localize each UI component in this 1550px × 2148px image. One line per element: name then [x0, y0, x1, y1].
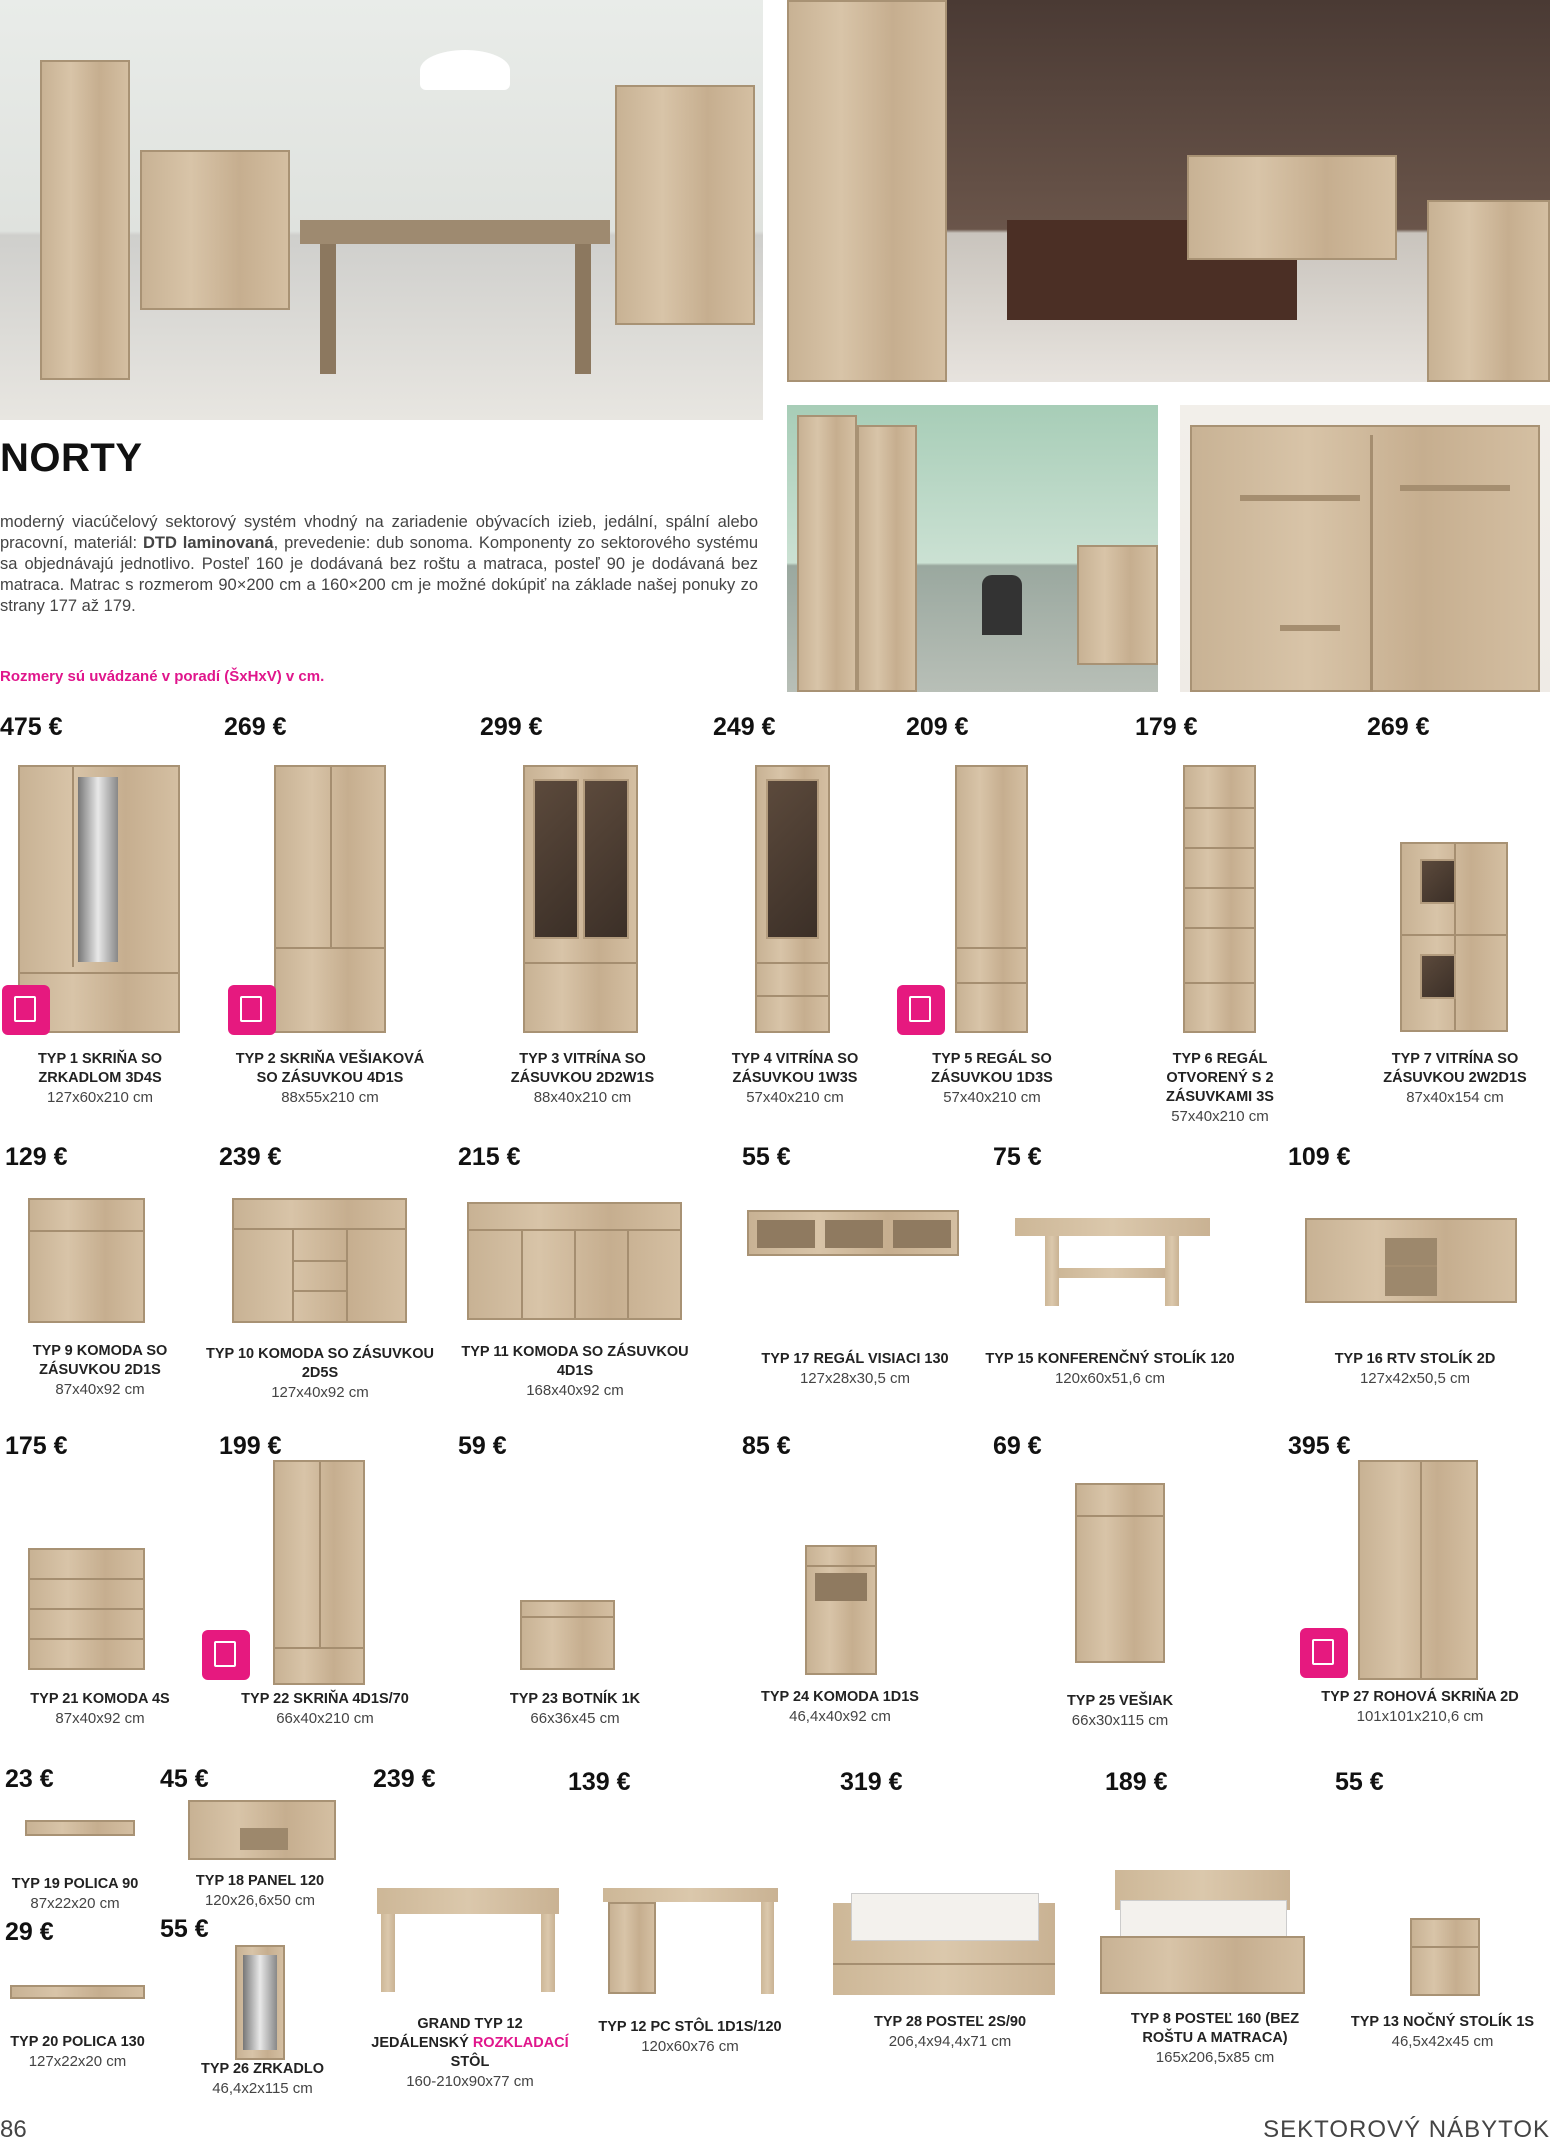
price-typ25: 69 € [993, 1432, 1042, 1460]
dresser-typ10-image [232, 1198, 407, 1323]
panel-typ18-image [188, 1800, 336, 1860]
product-name: TYP 20 POLICA 130 [10, 2034, 145, 2050]
coat-rack-typ25-image [1075, 1483, 1165, 1663]
product-dim: 168x40x92 cm [526, 1382, 624, 1399]
hanging-shelf-typ17-image [747, 1210, 959, 1256]
badge-icon [1300, 1628, 1348, 1678]
product-dim: 87x22x20 cm [30, 1895, 120, 1912]
product-name: TYP 3 VITRÍNA SO ZÁSUVKOU 2D2W1S [510, 1051, 655, 1086]
price-typ22: 199 € [219, 1432, 282, 1460]
caption-typ22 [225, 1690, 425, 1728]
tv-stand-typ16-image [1305, 1218, 1517, 1303]
product-dim: 87x40x154 cm [1406, 1089, 1504, 1106]
product-name: TYP 28 POSTEĽ 2S/90 [873, 2014, 1027, 2030]
product-dim: 87x40x92 cm [55, 1381, 145, 1398]
price-typ2: 269 € [224, 713, 287, 741]
caption-typ3 [495, 1050, 670, 1107]
dresser-typ24-image [805, 1545, 877, 1675]
caption-typ16 [1300, 1350, 1530, 1388]
price-typ23: 59 € [458, 1432, 507, 1460]
product-name: TYP 13 NOČNÝ STOLÍK 1S [1350, 2014, 1535, 2030]
caption-typ18 [180, 1872, 340, 1910]
product-dim: 120x60x76 cm [641, 2038, 739, 2055]
shelf-typ20-image [10, 1985, 145, 1999]
product-dim: 66x40x210 cm [276, 1710, 374, 1727]
wardrobe-typ22-image [273, 1460, 365, 1685]
product-name: TYP 8 POSTEĽ 160 (BEZ ROŠTU A MATRACA) [1130, 2011, 1300, 2046]
product-dim: 87x40x92 cm [55, 1710, 145, 1727]
description-material: DTD laminovaná [142, 534, 274, 552]
price-typ28: 319 € [840, 1768, 903, 1796]
product-name: TYP 10 KOMODA SO ZÁSUVKOU 2D5S [205, 1346, 434, 1381]
bed-typ8-image [1100, 1870, 1305, 1995]
product-dim: 57x40x210 cm [1171, 1108, 1269, 1125]
caption-typ15 [985, 1350, 1235, 1388]
shoe-cabinet-typ23-image [520, 1600, 615, 1670]
pc-desk-typ12-image [603, 1888, 778, 1996]
price-typ12-pc: 139 € [568, 1768, 631, 1796]
caption-typ28 [845, 2013, 1055, 2051]
product-dim: 127x28x30,5 cm [799, 1370, 911, 1387]
product-name: TYP 11 KOMODA SO ZÁSUVKOU 4D1S [461, 1344, 689, 1379]
product-name-end: STÔL [450, 2054, 490, 2070]
caption-typ17 [740, 1350, 970, 1388]
dresser-typ21-image [28, 1548, 145, 1670]
caption-typ8 [1105, 2010, 1325, 2067]
product-name-highlight: ROZKLADACÍ [472, 2035, 569, 2051]
price-typ12-grand: 239 € [373, 1765, 436, 1793]
price-typ20: 29 € [5, 1918, 54, 1946]
product-name: TYP 4 VITRÍNA SO ZÁSUVKOU 1W3S [731, 1051, 859, 1086]
product-name: TYP 5 REGÁL SO ZÁSUVKOU 1D3S [931, 1051, 1053, 1086]
product-dim: 46,4x2x115 cm [212, 2080, 313, 2097]
price-typ27: 395 € [1288, 1432, 1351, 1460]
dining-table-grand-image [377, 1888, 559, 1993]
dresser-typ11-image [467, 1202, 682, 1320]
caption-typ26 [185, 2060, 340, 2098]
price-typ26: 55 € [160, 1915, 209, 1943]
caption-typ1 [10, 1050, 190, 1107]
product-name: TYP 12 PC STÔL 1D1S/120 [598, 2019, 782, 2035]
price-typ1: 475 € [0, 713, 63, 741]
bedroom-photo [787, 0, 1550, 382]
corner-wardrobe-typ27-image [1358, 1460, 1478, 1680]
product-name: TYP 22 SKRIŇA 4D1S/70 [241, 1691, 409, 1707]
caption-typ2 [225, 1050, 435, 1107]
open-shelf-typ6-image [1183, 765, 1256, 1033]
product-dim: 66x36x45 cm [530, 1710, 620, 1727]
product-dim: 66x30x115 cm [1071, 1712, 1169, 1729]
price-typ7: 269 € [1367, 713, 1430, 741]
price-typ13: 55 € [1335, 1768, 1384, 1796]
caption-typ23 [490, 1690, 660, 1728]
product-name: GRAND TYP 12 JEDÁLENSKÝ [371, 2016, 523, 2051]
caption-typ6 [1140, 1050, 1300, 1126]
product-name: TYP 24 KOMODA 1D1S [761, 1689, 919, 1705]
product-name: TYP 9 KOMODA SO ZÁSUVKOU 2D1S [32, 1343, 168, 1378]
product-name: TYP 21 KOMODA 4S [30, 1691, 170, 1707]
shelf-typ19-image [25, 1820, 135, 1836]
price-typ19: 23 € [5, 1765, 54, 1793]
product-name: TYP 15 KONFERENČNÝ STOLÍK 120 [985, 1351, 1235, 1367]
price-typ15: 75 € [993, 1143, 1042, 1171]
product-dim: 88x40x210 cm [533, 1089, 632, 1106]
sideboard-detail-photo [1180, 405, 1550, 692]
product-name: TYP 17 REGÁL VISIACI 130 [761, 1351, 949, 1367]
badge-icon [897, 985, 945, 1035]
caption-typ5 [912, 1050, 1072, 1107]
dimensions-note: Rozmery sú uvádzané v poradí (ŠxHxV) v cm. [0, 668, 325, 685]
coffee-table-typ15-image [1015, 1218, 1210, 1308]
product-dim: 165x206,5x85 cm [1155, 2049, 1275, 2066]
caption-typ20 [0, 2033, 155, 2071]
product-dim: 57x40x210 cm [943, 1089, 1041, 1106]
product-dim: 127x22x20 cm [28, 2053, 127, 2070]
caption-typ4 [715, 1050, 875, 1107]
price-typ24: 85 € [742, 1432, 791, 1460]
product-name: TYP 1 SKRIŇA SO ZRKADLOM 3D4S [37, 1051, 163, 1086]
price-typ10: 239 € [219, 1143, 282, 1171]
caption-typ27 [1300, 1688, 1540, 1726]
wardrobe-typ2-image [274, 765, 386, 1033]
caption-typ24 [745, 1688, 935, 1726]
shelf-typ5-image [955, 765, 1028, 1033]
product-dim: 127x42x50,5 cm [1359, 1370, 1471, 1387]
caption-typ13 [1345, 2013, 1540, 2051]
price-typ3: 299 € [480, 713, 543, 741]
caption-typ7 [1370, 1050, 1540, 1107]
caption-typ9 [10, 1342, 190, 1399]
vitrine-typ3-image [523, 765, 638, 1033]
badge-icon [202, 1630, 250, 1680]
product-dim: 46,5x42x45 cm [1391, 2033, 1494, 2050]
mirror-typ26-image [235, 1945, 285, 2060]
vitrine-typ4-image [755, 765, 830, 1033]
price-typ5: 209 € [906, 713, 969, 741]
product-dim: 46,4x40x92 cm [789, 1708, 891, 1725]
price-typ16: 109 € [1288, 1143, 1351, 1171]
product-dim: 160-210x90x77 cm [406, 2073, 534, 2090]
dresser-typ9-image [28, 1198, 145, 1323]
caption-typ25 [1030, 1692, 1210, 1730]
product-dim: 127x40x92 cm [271, 1384, 369, 1401]
product-description [0, 512, 758, 617]
price-typ11: 215 € [458, 1143, 521, 1171]
caption-typ10 [205, 1345, 435, 1402]
page-title: NORTY [0, 436, 143, 480]
price-typ4: 249 € [713, 713, 776, 741]
product-name: TYP 27 ROHOVÁ SKRIŇA 2D [1321, 1689, 1519, 1705]
product-name: TYP 25 VEŠIAK [1066, 1693, 1174, 1709]
product-dim: 57x40x210 cm [746, 1089, 844, 1106]
product-name: TYP 16 RTV STOLÍK 2D [1334, 1351, 1496, 1367]
product-name: TYP 6 REGÁL OTVORENÝ S 2 ZÁSUVKAMI 3S [1166, 1051, 1274, 1105]
product-name: TYP 26 ZRKADLO [200, 2061, 324, 2077]
caption-typ19 [0, 1875, 150, 1913]
price-typ8: 189 € [1105, 1768, 1168, 1796]
badge-icon [2, 985, 50, 1035]
price-typ6: 179 € [1135, 713, 1198, 741]
caption-typ21 [10, 1690, 190, 1728]
vitrine-typ7-image [1400, 842, 1508, 1032]
bed-typ28-image [833, 1893, 1055, 1995]
product-dim: 206,4x94,4x71 cm [888, 2033, 1012, 2050]
caption-typ12-pc [585, 2018, 795, 2056]
caption-typ12-grand [370, 2015, 570, 2091]
description-text: moderný viacúčelový sektorový systém vhodný na zariadenie obývacích izieb, jedální, spální alebo pracovní, materiál: [0, 513, 758, 552]
product-name: TYP 2 SKRIŇA VEŠIAKOVÁ SO ZÁSUVKOU 4D1S [235, 1051, 425, 1086]
price-typ9: 129 € [5, 1143, 68, 1171]
study-room-photo [787, 405, 1158, 692]
product-name: TYP 7 VITRÍNA SO ZÁSUVKOU 2W2D1S [1383, 1051, 1527, 1086]
section-title: SEKTOROVÝ NÁBYTOK [1263, 2116, 1550, 2143]
product-dim: 88x55x210 cm [281, 1089, 379, 1106]
product-name: TYP 23 BOTNÍK 1K [509, 1691, 641, 1707]
product-dim: 120x26,6x50 cm [204, 1892, 316, 1909]
caption-typ11 [455, 1343, 695, 1400]
product-dim: 101x101x210,6 cm [1356, 1708, 1484, 1725]
dining-room-photo [0, 0, 763, 420]
product-name: TYP 18 PANEL 120 [195, 1873, 325, 1889]
nightstand-typ13-image [1410, 1918, 1480, 1996]
description-text-rest: , prevedenie: dub sonoma. Komponenty zo sektorového systému sa objednávajú jednotlivo. Posteľ 160 je dodávaná bez roštu a matraca, posteľ 90 je dodávaná bez matraca. Matrac s rozmerom 90×200 cm a 160×200 cm je možné dokúpiť na základe našej ponuky zo strany 177 až 179. [0, 534, 758, 615]
product-dim: 120x60x51,6 cm [1054, 1370, 1166, 1387]
page-number: 86 [0, 2116, 27, 2143]
price-typ21: 175 € [5, 1432, 68, 1460]
price-typ18: 45 € [160, 1765, 209, 1793]
product-dim: 127x60x210 cm [47, 1089, 153, 1106]
price-typ17: 55 € [742, 1143, 791, 1171]
badge-icon [228, 985, 276, 1035]
product-name: TYP 19 POLICA 90 [11, 1876, 139, 1892]
